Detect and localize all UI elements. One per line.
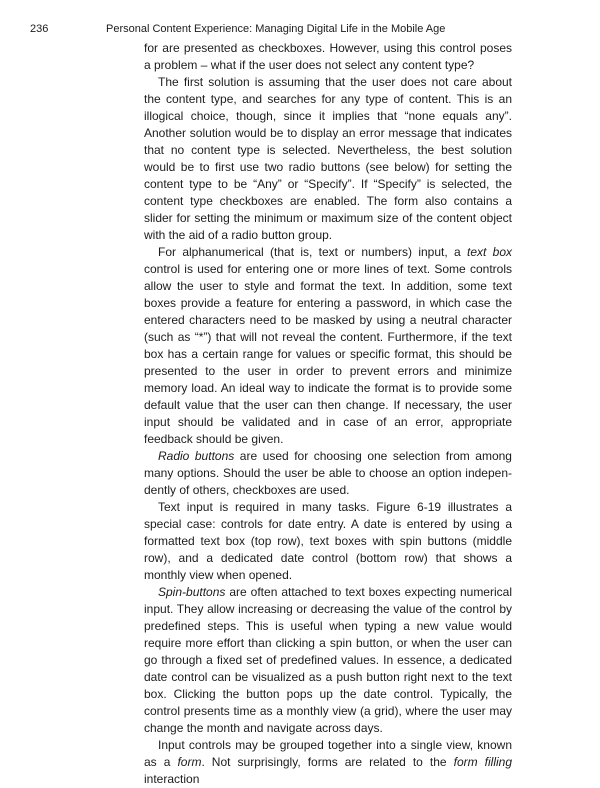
paragraph-7-tail: interaction — [144, 772, 200, 786]
paragraph-7-middle: . Not surprisingly, forms are related to the — [201, 755, 454, 769]
running-header — [30, 22, 570, 36]
paragraph-6 — [144, 584, 512, 737]
paragraph-6-body: are often attached to text boxes expecting numerical input. They allow increasing or decreasing the value of the control by predefined steps. This is useful when typing a new value would require more effort than clicking a spin button, or when the user can go through a fixed set of predefined values. In essence, a dedicated date control can be visualized as a push button right next to the text box. Clicking the button pops up the date control. Typically, the control presents time as a monthly view (a grid), where the user may change the month and navigate across days. — [144, 585, 512, 735]
term-radio-buttons: Radio buttons — [158, 449, 235, 463]
paragraph-5: Text input is required in many tasks. Figure 6-19 illustrates a special case: controls for date entry. A date is entered by using a formatted text box (top row), text boxes with spin buttons (middle row), and a dedicated date control (bottom row) that shows a monthly view when opened. — [144, 500, 512, 582]
paragraph-1: for are presented as checkboxes. However, using this control poses a problem – what if the user does not select any content type? — [144, 41, 512, 72]
paragraph-2: The first solution is assuming that the user does not care about the content type, and searches for any type of content. This is an illogical choice, though, since it implies that “none equals any”. Another solution would be to display an error message that indicates that no content type is selected. Nevertheless, the best solution would be to first use two radio buttons (see below) for setting the content type to be “Any” or “Specify”. If “Specify” is selected, the content type checkboxes are enabled. The form also contains a slider for setting the minimum or maximum size of the content object with the aid of a radio button group. — [144, 75, 512, 242]
paragraph-3-lead: For alphanumerical (that is, text or numbers) input, a — [158, 245, 467, 259]
paragraph-3 — [144, 244, 512, 448]
term-form-filling: form filling — [453, 755, 512, 769]
term-text-box: text box — [466, 245, 512, 259]
paragraph-4-body: are used for choosing one selection from among many options. Should the user be able to choose an option independently of others, checkboxes are used. — [144, 449, 512, 497]
paragraph-3-body: control is used for entering one or more lines of text. Some controls allow the user to style and format the text. In addition, some text boxes provide a feature for entering a password, in which case the entered characters need to be masked by using a neutral character (such as “*”) that will not reveal the content. Furthermore, if the text box has a certain range for values or specific format, this should be presented to the user in order to prevent errors and minimize memory load. An ideal way to indicate the format is to provide some default value that the user can then change. If necessary, the user input should be validated and in case of an error, appropriate feedback should be given. — [144, 262, 512, 446]
running-title: Personal Content Experience: Managing Digital Life in the Mobile Age — [106, 23, 446, 35]
body-text — [144, 40, 512, 788]
term-form: form — [177, 755, 202, 769]
page-number: 236 — [30, 23, 49, 35]
paragraph-7-lead: Input controls may be grouped together into a single view, known as a — [144, 738, 512, 769]
paragraph-4 — [144, 448, 512, 499]
term-spin-buttons: Spin-buttons — [158, 585, 226, 599]
